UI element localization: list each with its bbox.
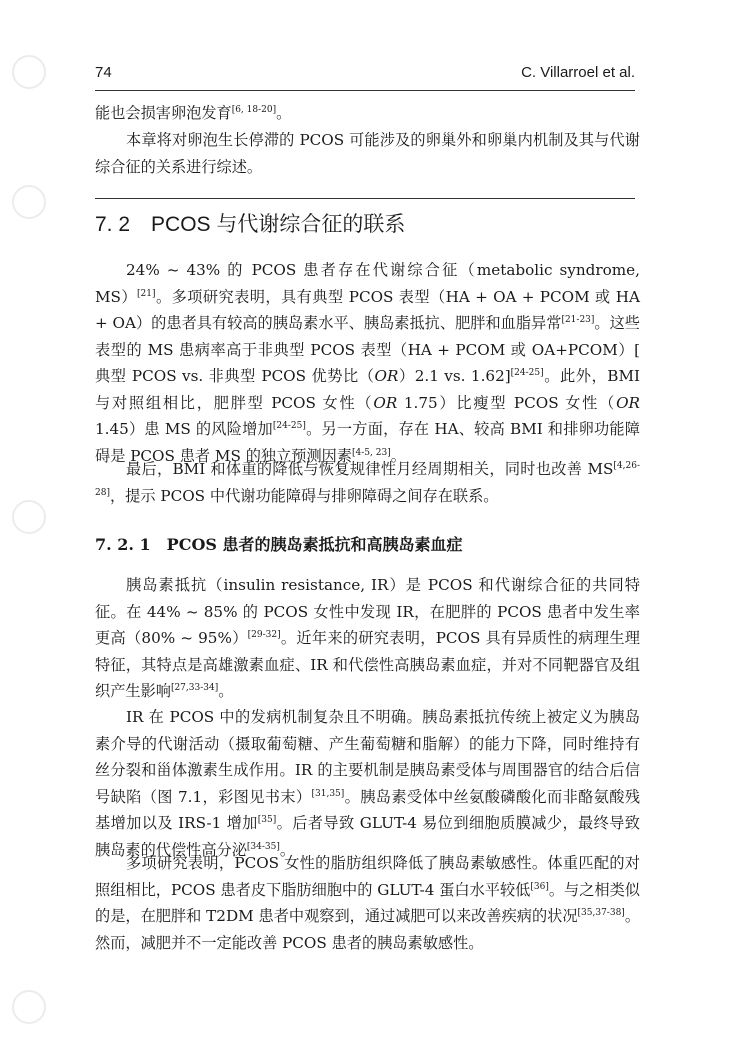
subsection-paragraph-2: IR 在 PCOS 中的发病机制复杂且不明确。胰岛素抵抗传统上被定义为胰岛素介导的代谢活动（摄取葡萄糖、产生葡萄糖和脂解）的能力下降，同时维持有丝分裂和甾体激素生成作用。IR 的主要机制是胰岛素受体与周围器官的结合后信号缺陷（图 7.1，彩图见书末）[31,35]。胰岛素受体中丝氨酸磷酸化而非酪氨酸残基增加以及 IRS-1 增加[35]。后者导致 GLUT-4 易位到细胞质膜减少，最终导致胰岛素的代偿性高分泌[34-35]。 [95, 708, 641, 859]
watermark-seal-icon [12, 990, 46, 1024]
running-head: C. Villarroel et al. [521, 64, 635, 81]
header-rule [95, 90, 635, 91]
section-title: 7. 2 PCOS 与代谢综合征的联系 [95, 213, 406, 236]
intro-continuation: 能也会损害卵泡发育[6, 18-20]。 [95, 104, 292, 122]
watermark-seal-icon [12, 55, 46, 89]
subsection-paragraph-1: 胰岛素抵抗（insulin resistance, IR）是 PCOS 和代谢综合征的共同特征。在 44% ~ 85% 的 PCOS 女性中发现 IR，在肥胖的 PCOS 患者中发生率更高（80% ~ 95%）[29-32]。近年来的研究表明，PCOS 具有异质性的病理生理特征，其特点是高雄激素血症、IR 和代偿性高胰岛素血症，并对不同靶器官及组织产生影响[27,33-34]。 [95, 576, 640, 700]
page-number: 74 [95, 64, 112, 81]
page-header [95, 64, 635, 88]
subsection-paragraph-3: 多项研究表明，PCOS 女性的脂肪组织降低了胰岛素敏感性。体重匹配的对照组相比，PCOS 患者皮下脂肪细胞中的 GLUT-4 蛋白水平较低[36]。与之相类似的是，在肥胖和 T2DM 患者中观察到，通过减肥可以来改善疾病的状况[35,37-38]。然而，减肥并不一定能改善 PCOS 患者的胰岛素敏感性。 [95, 854, 641, 952]
watermark-seal-icon [12, 185, 46, 219]
watermark-seal-icon [12, 500, 46, 534]
section-rule [95, 198, 635, 199]
section-paragraph-1: 24% ~ 43% 的 PCOS 患者存在代谢综合征（metabolic syndrome, MS）[21]。多项研究表明，具有典型 PCOS 表型（HA + OA + PCOM 或 HA + OA）的患者具有较高的胰岛素水平、胰岛素抵抗、肥胖和血脂异常[21-23]。这些表型的 MS 患病率高于非典型 PCOS 表型（HA + PCOM 或 OA+PCOM）[ 典型 PCOS vs. 非典型 PCOS 优势比（OR）2.1 vs. 1.62][24-25]。此外，BMI 与对照组相比，肥胖型 PCOS 女性（OR 1.75）比瘦型 PCOS 女性（OR 1.45）患 MS 的风险增加[24-25]。另一方面，存在 HA、较高 BMI 和排卵功能障碍是 PCOS 患者 MS 的独立预测因素[4-5, 23]。 [95, 261, 640, 465]
section-paragraph-2: 最后，BMI 和体重的降低与恢复规律性月经周期相关，同时也改善 MS[4,26-28]，提示 PCOS 中代谢功能障碍与排卵障碍之间存在联系。 [95, 460, 640, 505]
intro-paragraph: 本章将对卵泡生长停滞的 PCOS 可能涉及的卵巢外和卵巢内机制及其与代谢综合征的关系进行综述。 [95, 131, 640, 176]
subsection-title: 7. 2. 1 PCOS 患者的胰岛素抵抗和高胰岛素血症 [95, 535, 463, 554]
